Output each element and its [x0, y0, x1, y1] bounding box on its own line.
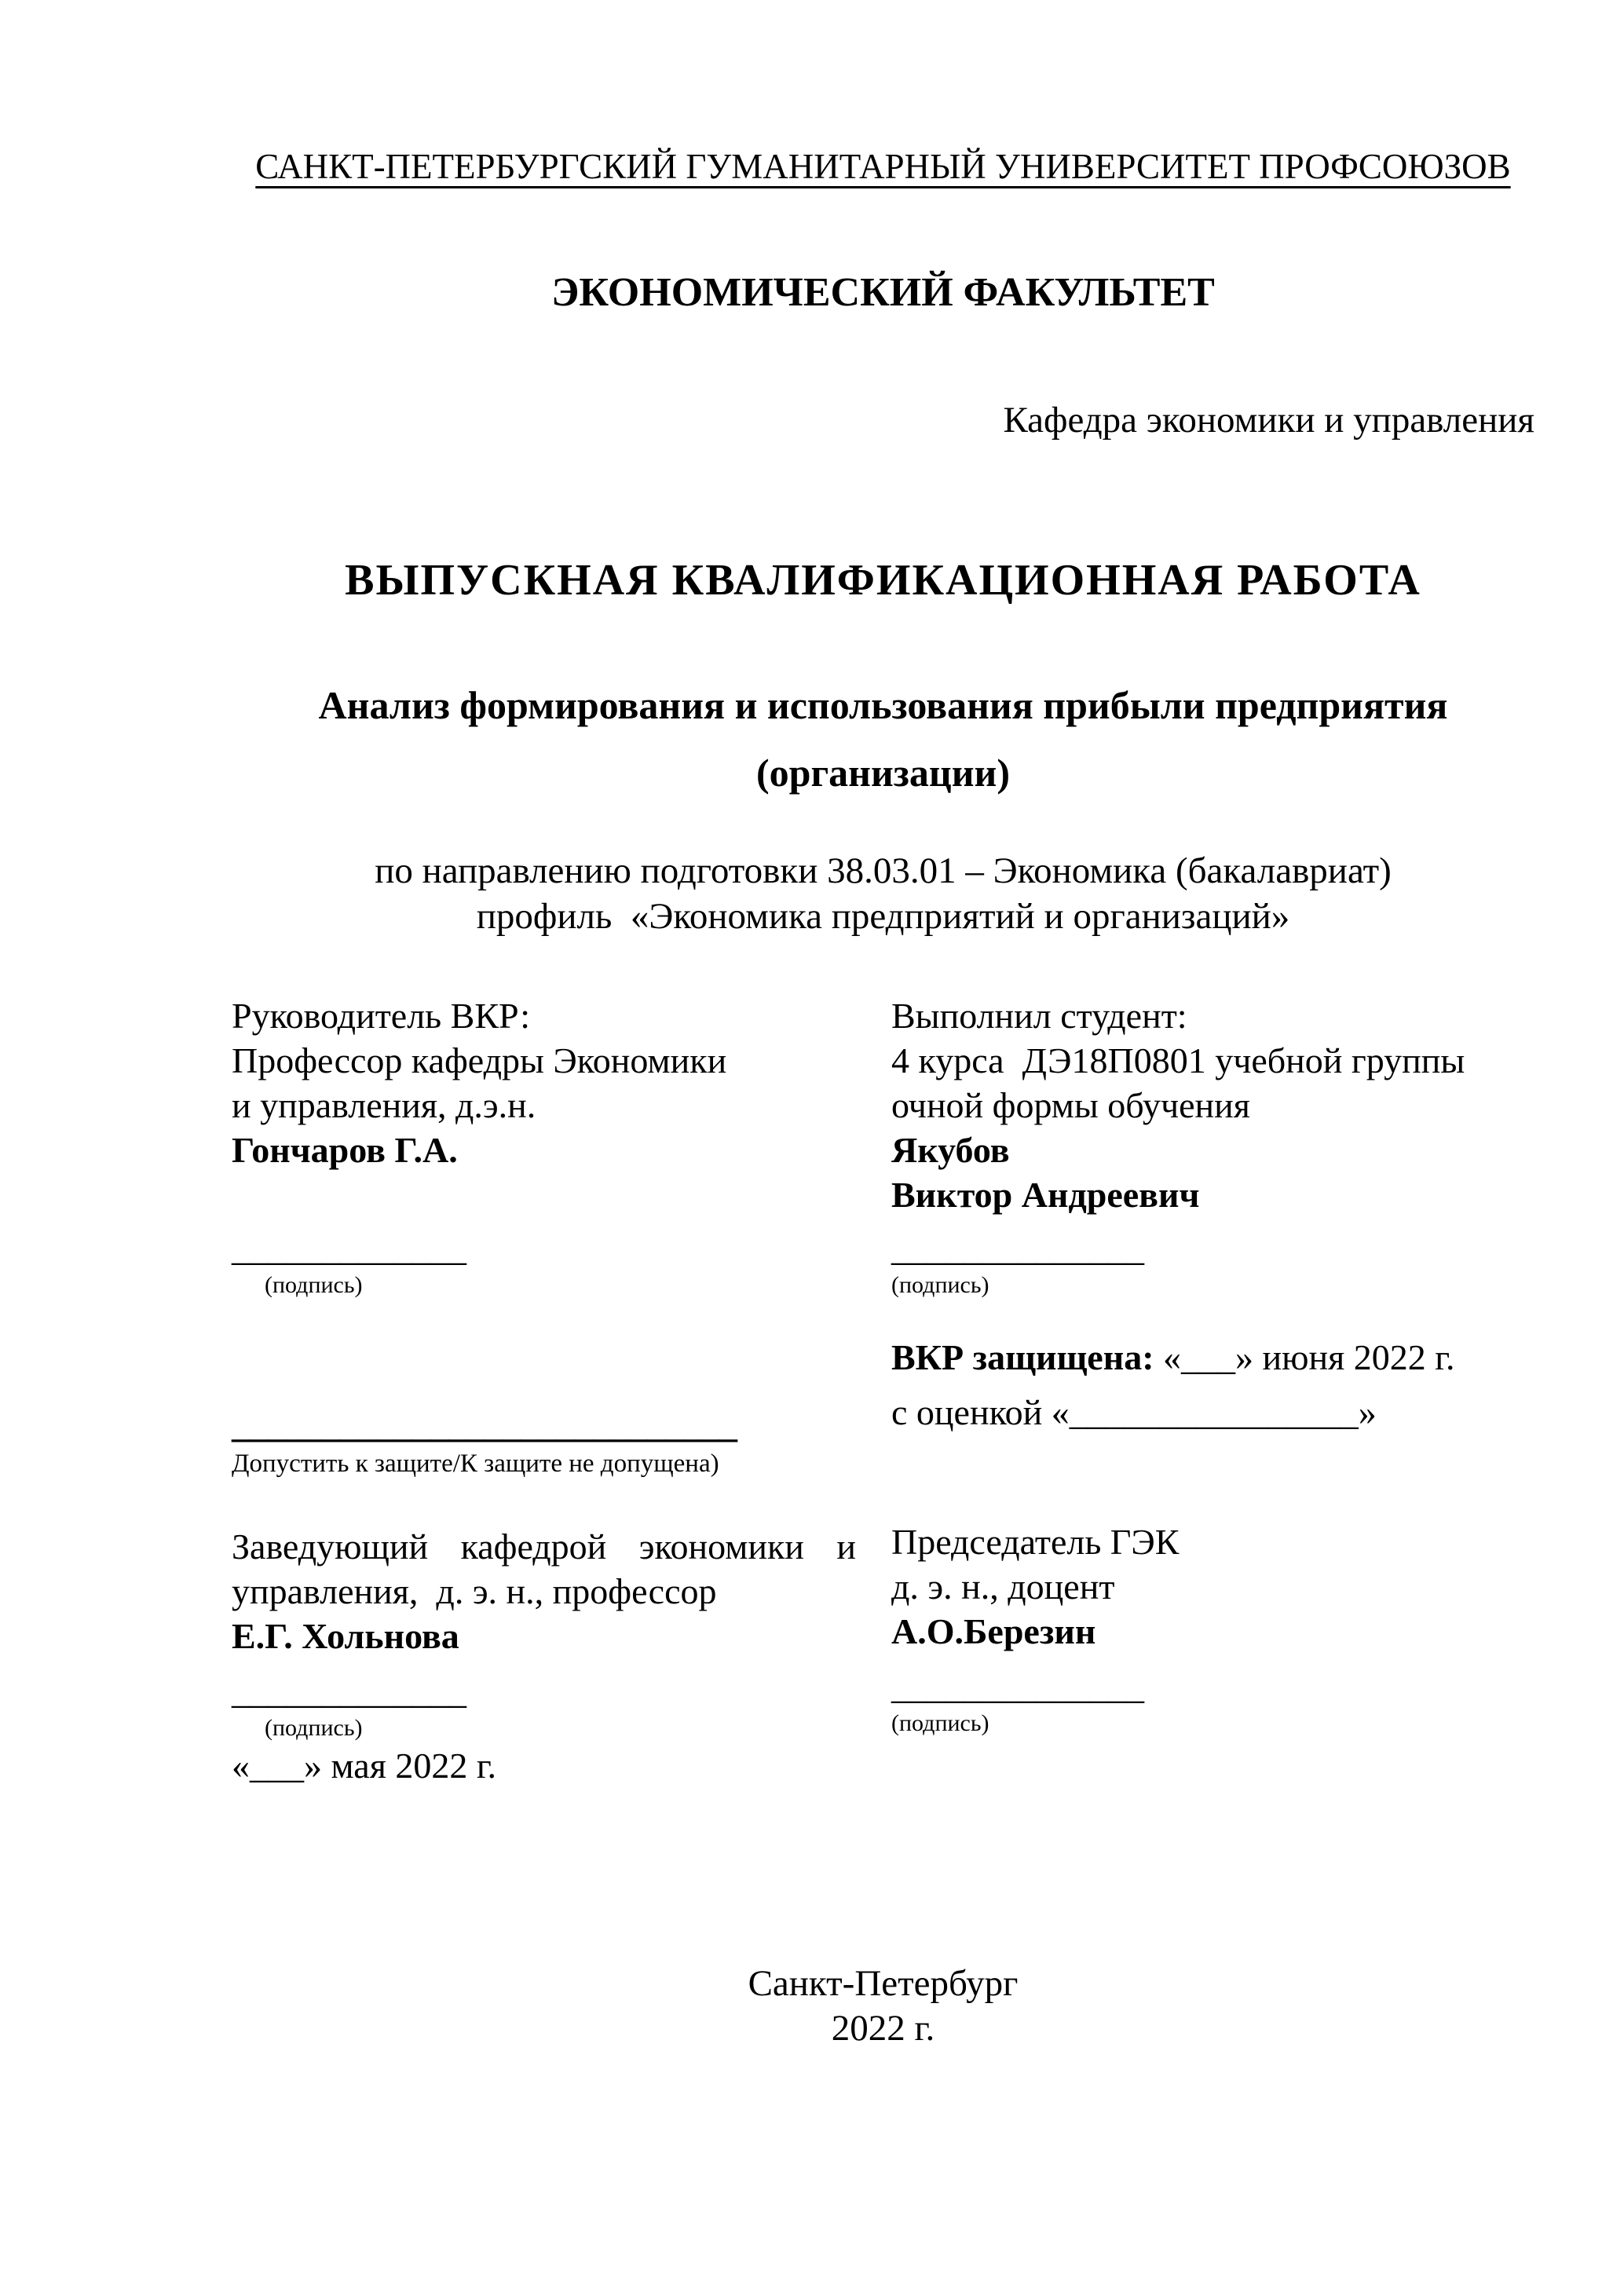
head-of-department-name: Е.Г. Хольнова [232, 1616, 459, 1656]
student-surname: Якубов [891, 1130, 1010, 1170]
head-of-department-title-line2: управления, д. э. н., профессор [232, 1571, 717, 1611]
work-type-title: ВЫПУСКНАЯ КВАЛИФИКАЦИОННАЯ РАБОТА [345, 556, 1421, 605]
head-of-department-signature-caption: (подпись) [265, 1715, 363, 1741]
gec-chair-signature-line: ______________ [891, 1666, 1144, 1706]
head-of-department-date: «___» мая 2022 г. [232, 1746, 497, 1786]
student-group-line: 4 курса ДЭ18П0801 учебной группы [891, 1040, 1465, 1080]
gec-chair-signature-caption: (подпись) [891, 1710, 989, 1736]
gec-chair-title-line2: д. э. н., доцент [891, 1567, 1115, 1607]
supervisor-signature-caption: (подпись) [265, 1272, 363, 1298]
city-line: Санкт-Петербург [748, 1963, 1019, 2004]
gec-chair-name: А.О.Березин [891, 1611, 1096, 1651]
defense-label: ВКР защищена: [891, 1337, 1154, 1377]
defense-date-text: «___» июня 2022 г. [1154, 1337, 1455, 1377]
thesis-topic-line2: (организации) [756, 751, 1010, 795]
supervisor-position-line1: Профессор кафедры Экономики [232, 1040, 727, 1080]
thesis-topic-line1: Анализ формирования и использования прибыли предприятия [318, 683, 1448, 727]
right-column [891, 993, 1534, 1788]
signature-columns [232, 993, 1534, 1788]
supervisor-position-line2: и управления, д.э.н. [232, 1085, 536, 1125]
student-signature-line: ______________ [891, 1228, 1144, 1268]
gec-chair-title-line1: Председатель ГЭК [891, 1522, 1180, 1562]
defense-date-line [891, 1335, 1534, 1380]
study-direction-profile: профиль «Экономика предприятий и организаций» [476, 896, 1290, 937]
study-direction-code: по направлению подготовки 38.03.01 – Экономика (бакалавриат) [375, 850, 1392, 891]
head-of-department-title-line1: Заведующий кафедрой экономики и [232, 1526, 856, 1567]
supervisor-signature-line: _____________ [232, 1228, 466, 1268]
university-name: САНКТ-ПЕТЕРБУРГСКИЙ ГУМАНИТАРНЫЙ УНИВЕРСИТЕТ ПРОФСОЮЗОВ [255, 147, 1511, 186]
student-signature-caption: (подпись) [891, 1272, 989, 1298]
supervisor-name: Гончаров Г.А. [232, 1130, 458, 1170]
student-form-line: очной формы обучения [891, 1085, 1250, 1125]
supervisor-heading: Руководитель ВКР: [232, 996, 531, 1036]
faculty-title: ЭКОНОМИЧЕСКИЙ ФАКУЛЬТЕТ [551, 270, 1215, 315]
defense-grade-line: с оценкой «________________» [891, 1392, 1377, 1432]
city-and-year [232, 1961, 1534, 2051]
admission-decision-line: ____________________________ [232, 1405, 737, 1445]
left-column [232, 993, 856, 1788]
student-heading: Выполнил студент: [891, 996, 1187, 1036]
head-of-department-signature-line: _____________ [232, 1671, 466, 1711]
admission-decision-caption: Допустить к защите/К защите не допущена) [232, 1450, 719, 1478]
department-line: Кафедра экономики и управления [1003, 400, 1534, 441]
year-line: 2022 г. [831, 2008, 935, 2049]
student-name-patronymic: Виктор Андреевич [891, 1175, 1200, 1215]
study-direction [232, 848, 1534, 939]
thesis-topic [232, 671, 1534, 806]
